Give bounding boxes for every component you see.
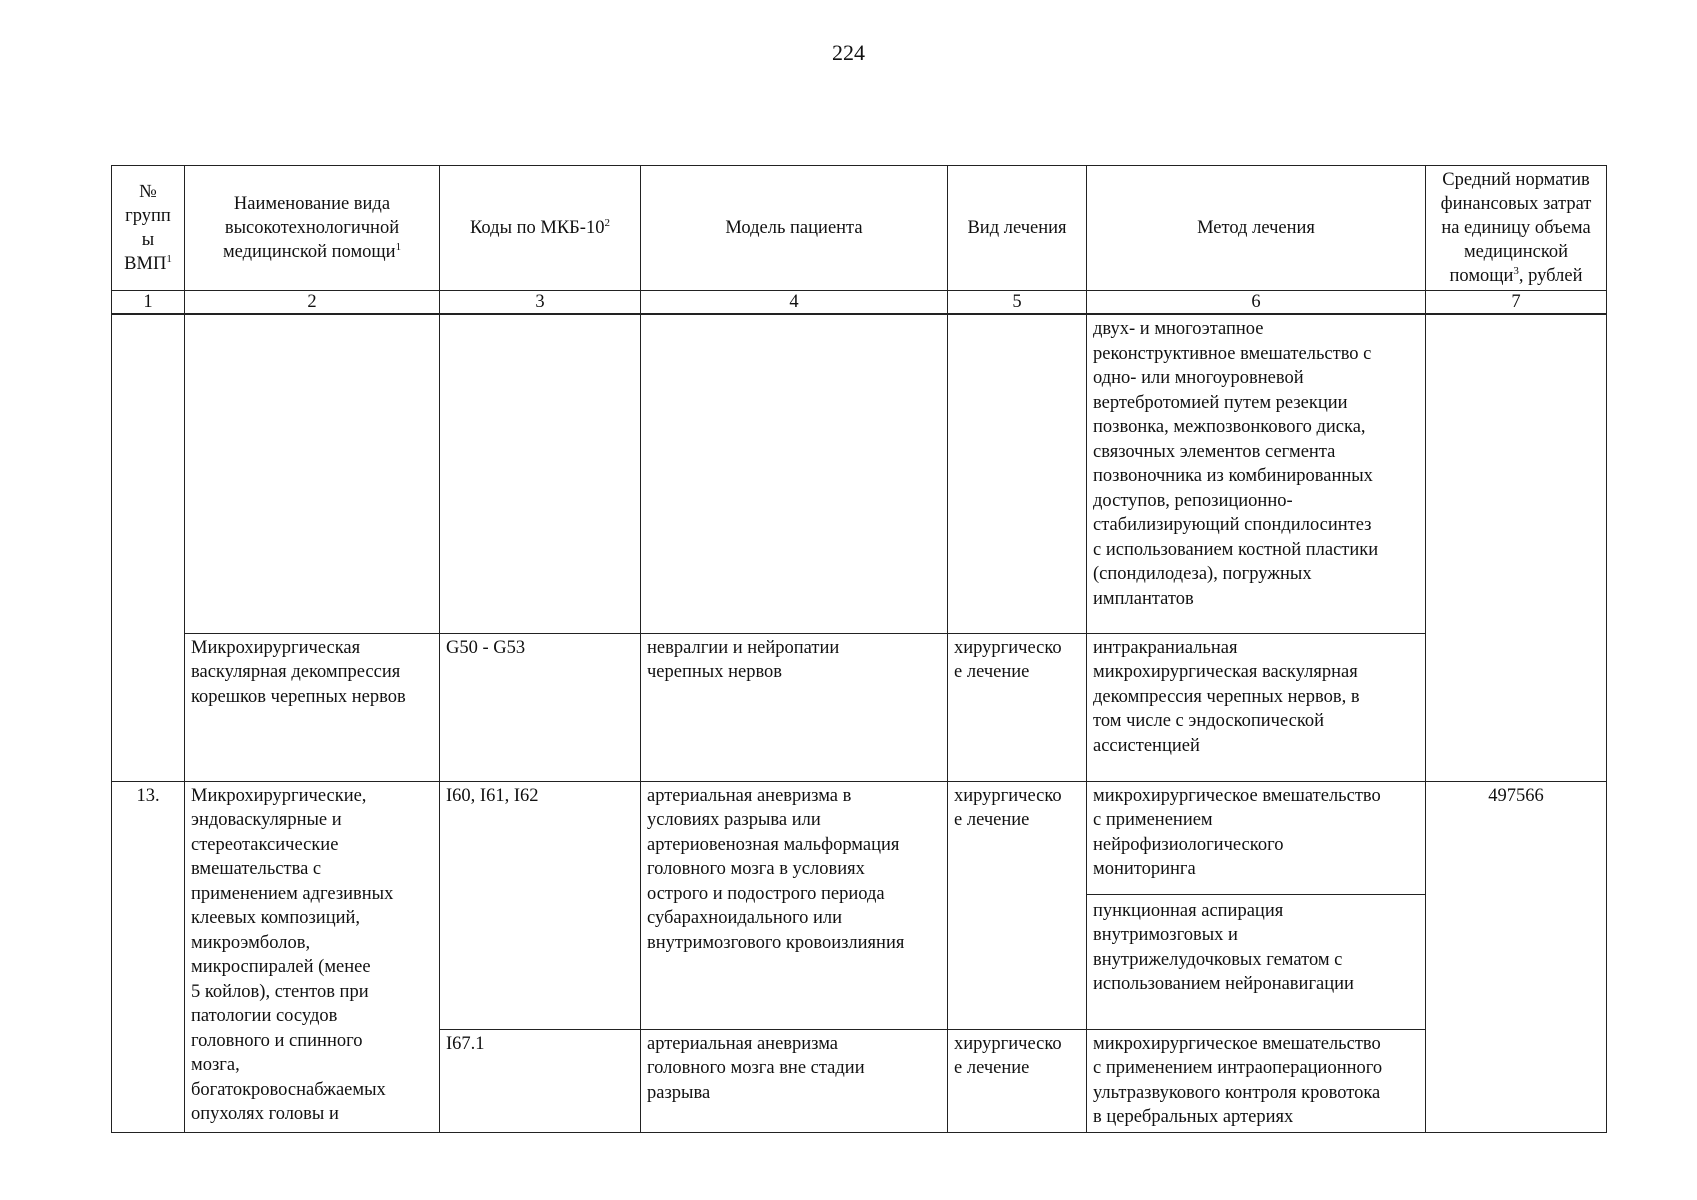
table-row xyxy=(112,781,1607,1029)
header-treatment-method: Метод лечения xyxy=(1087,166,1426,291)
column-number: 4 xyxy=(641,291,948,315)
patient-model-cell xyxy=(641,314,948,633)
patient-model-cell: артериальная аневризма головного мозга вне стадии разрыва xyxy=(641,1029,948,1132)
column-number-row xyxy=(112,291,1607,315)
column-number: 2 xyxy=(185,291,440,315)
icd-codes-cell: I67.1 xyxy=(440,1029,641,1132)
column-number: 7 xyxy=(1426,291,1607,315)
vmp-table xyxy=(111,165,1607,1133)
column-number: 5 xyxy=(948,291,1087,315)
treatment-method-cell: микрохирургическое вмешательство с применением интраоперационного ультразвукового контроля кровотока в церебральных артериях xyxy=(1087,1029,1426,1132)
header-row xyxy=(112,166,1607,291)
column-number: 6 xyxy=(1087,291,1426,315)
header-group-number: № групп ы ВМП$^1$ xyxy=(112,166,185,291)
header-average-cost: Средний норматив финансовых затрат на единицу объема медицинской помощи$^3$, рублей xyxy=(1426,166,1607,291)
treatment-method-cell: интракраниальная микрохирургическая васкулярная декомпрессия черепных нервов, в том числе с эндоскопической ассистенцией xyxy=(1087,633,1426,781)
treatment-type-cell xyxy=(948,314,1087,633)
treatment-type-cell: хирургическо е лечение xyxy=(948,781,1087,1029)
table-row xyxy=(112,314,1607,633)
group-number-cell xyxy=(112,314,185,781)
header-patient-model: Модель пациента xyxy=(641,166,948,291)
treatment-method-cell: микрохирургическое вмешательство с применением нейрофизиологического мониторинга пункционная аспирация внутримозговых и внутрижелудочковых гематом с использованием нейронавигации xyxy=(1087,781,1426,1029)
header-care-type-name: Наименование вида высокотехнологичной медицинской помощи$^1$ xyxy=(185,166,440,291)
care-type-name-cell xyxy=(185,314,440,633)
column-number: 3 xyxy=(440,291,641,315)
method-divider xyxy=(1087,894,1425,895)
icd-codes-cell: G50 - G53 xyxy=(440,633,641,781)
treatment-method-cell: двух- и многоэтапное реконструктивное вмешательство с одно- или многоуровневой вертебротомией путем резекции позвонка, межпозвонкового диска, связочных элементов сегмента позвоночника из комбинированных доступов, репозиционно- стабилизирующий спондилосинтез с использованием костной пластики (спондилодеза), погружных имплантатов xyxy=(1087,314,1426,633)
treatment-type-cell: хирургическо е лечение xyxy=(948,633,1087,781)
page-number: 224 xyxy=(832,40,865,65)
average-cost-cell: 497566 xyxy=(1426,781,1607,1132)
icd-codes-cell: I60, I61, I62 xyxy=(440,781,641,1029)
treatment-type-cell: хирургическо е лечение xyxy=(948,1029,1087,1132)
header-treatment-type: Вид лечения xyxy=(948,166,1087,291)
care-type-name-cell: Микрохирургические, эндоваскулярные и стереотаксические вмешательства с применением адгезивных клеевых композиций, микроэмболов, микроспиралей (менее 5 койлов), стентов при патологии сосудов головного и спинного мозга, богатокровоснабжаемых опухолях головы и xyxy=(185,781,440,1132)
average-cost-cell xyxy=(1426,314,1607,781)
icd-codes-cell xyxy=(440,314,641,633)
header-icd-codes: Коды по МКБ-$10^2$ xyxy=(440,166,641,291)
patient-model-cell: артериальная аневризма в условиях разрыва или артериовенозная мальформация головного мозга в условиях острого и подострого периода субарахноидального или внутримозгового кровоизлияния xyxy=(641,781,948,1029)
column-number: 1 xyxy=(112,291,185,315)
table-row xyxy=(112,633,1607,781)
care-type-name-cell: Микрохирургическая васкулярная декомпрессия корешков черепных нервов xyxy=(185,633,440,781)
group-number-cell: 13. xyxy=(112,781,185,1132)
patient-model-cell: невралгии и нейропатии черепных нервов xyxy=(641,633,948,781)
